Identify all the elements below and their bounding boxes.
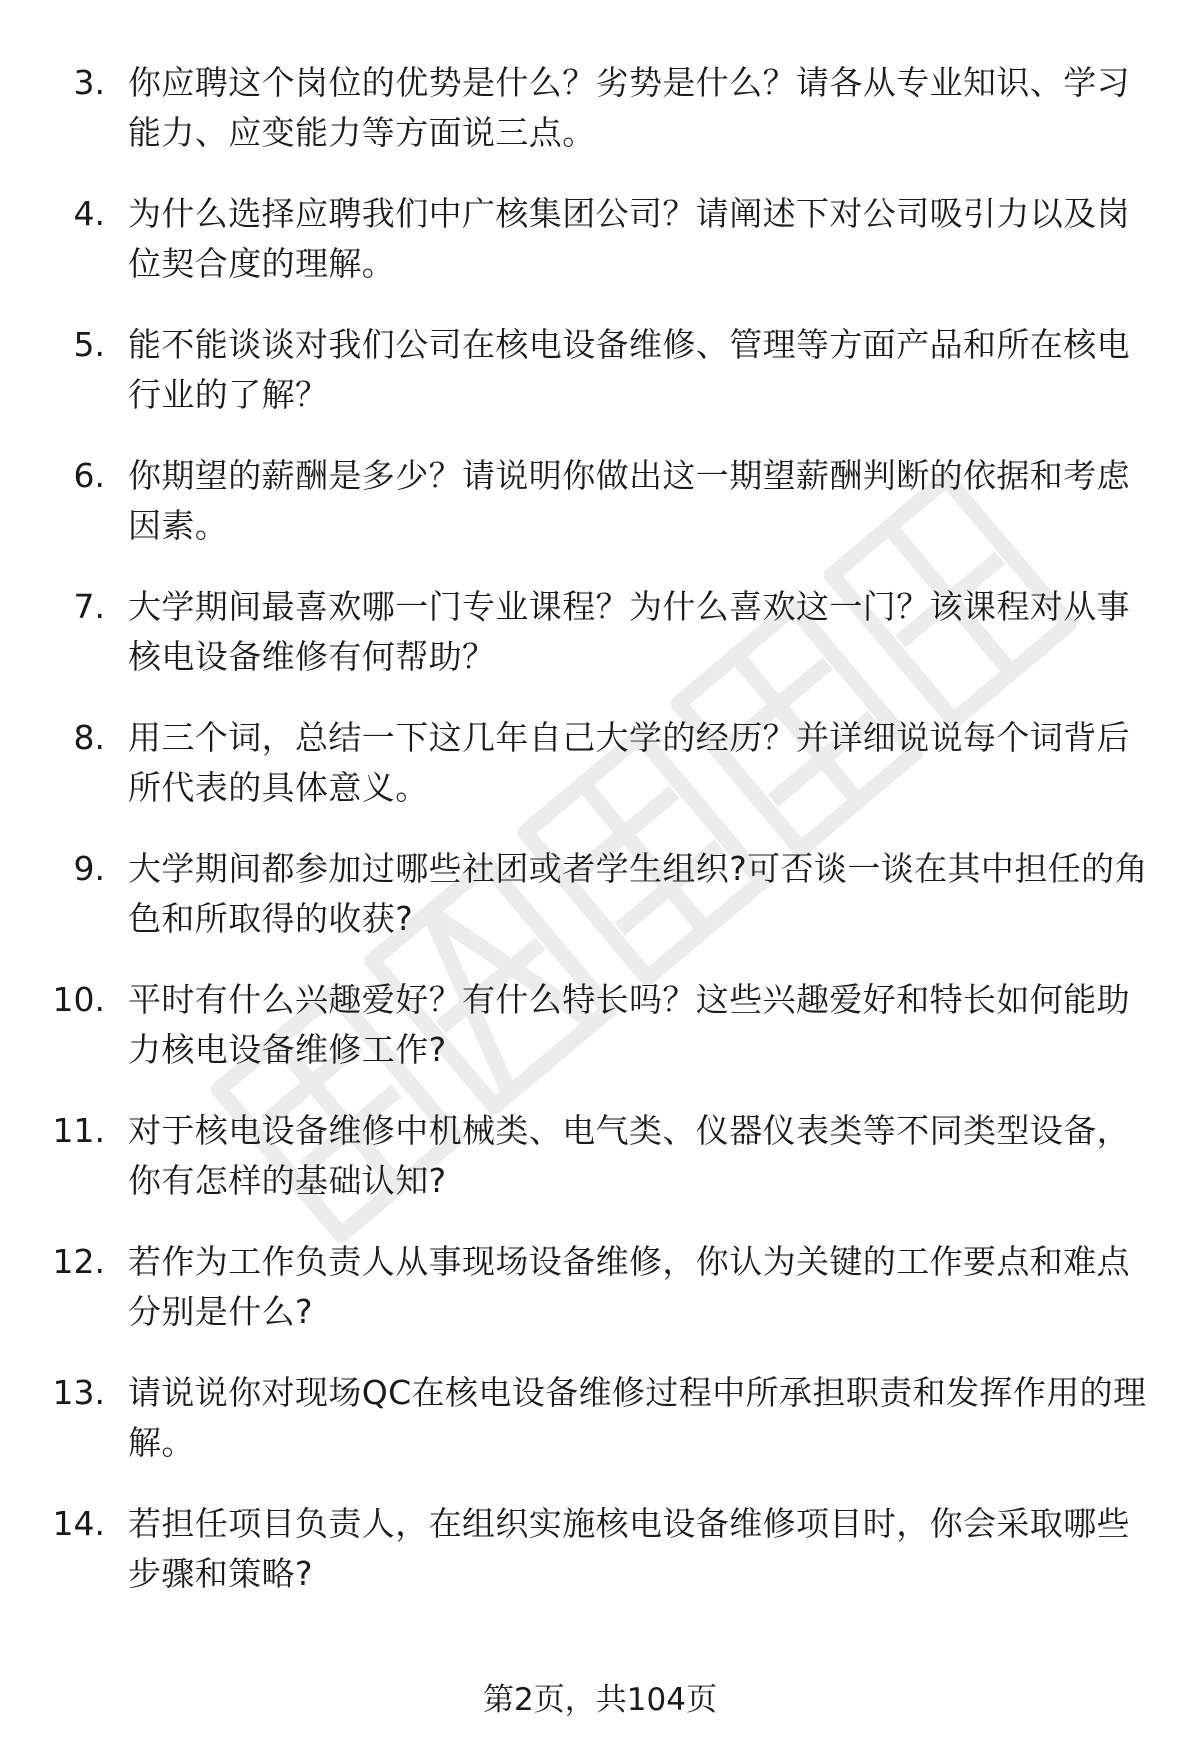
question-number: 10. xyxy=(52,980,105,1019)
question-item xyxy=(0,844,1200,975)
question-item xyxy=(0,189,1200,320)
question-text: 平时有什么兴趣爱好？有什么特长吗？这些兴趣爱好和特长如何能助力核电设备维修工作? xyxy=(128,980,1130,1069)
question-item xyxy=(0,451,1200,582)
question-text: 对于核电设备维修中机械类、电气类、仪器仪表类等不同类型设备，你有怎样的基础认知? xyxy=(128,1111,1130,1200)
question-number: 3. xyxy=(73,63,105,102)
question-item xyxy=(0,582,1200,713)
question-number: 4. xyxy=(73,194,105,233)
question-text: 你应聘这个岗位的优势是什么？劣势是什么？请各从专业知识、学习能力、应变能力等方面说三点。 xyxy=(128,63,1130,152)
question-text: 大学期间都参加过哪些社团或者学生组织?可否谈一谈在其中担任的角色和所取得的收获? xyxy=(128,849,1148,938)
question-number: 9. xyxy=(73,849,105,888)
question-text: 你期望的薪酬是多少？请说明你做出这一期望薪酬判断的依据和考虑因素。 xyxy=(128,456,1130,545)
question-number: 12. xyxy=(52,1242,105,1281)
question-text: 若担任项目负责人，在组织实施核电设备维修项目时，你会采取哪些步骤和策略? xyxy=(128,1504,1130,1593)
question-text: 若作为工作负责人从事现场设备维修，你认为关键的工作要点和难点分别是什么? xyxy=(128,1242,1130,1331)
question-item xyxy=(0,1237,1200,1368)
question-text: 请说说你对现场QC在核电设备维修过程中所承担职责和发挥作用的理解。 xyxy=(128,1373,1147,1462)
question-item xyxy=(0,975,1200,1106)
question-list xyxy=(0,58,1200,1630)
question-text: 能不能谈谈对我们公司在核电设备维修、管理等方面产品和所在核电行业的了解？ xyxy=(128,325,1130,414)
question-item xyxy=(0,1106,1200,1237)
question-item xyxy=(0,58,1200,189)
question-number: 11. xyxy=(52,1111,105,1150)
question-text: 大学期间最喜欢哪一门专业课程？为什么喜欢这一门？该课程对从事核电设备维修有何帮助？ xyxy=(128,587,1130,676)
question-item xyxy=(0,713,1200,844)
page-footer: 第2页，共104页 xyxy=(483,1682,717,1718)
question-text: 用三个词，总结一下这几年自己大学的经历？并详细说说每个词背后所代表的具体意义。 xyxy=(128,718,1130,807)
question-item xyxy=(0,320,1200,451)
question-number: 7. xyxy=(73,587,105,626)
question-number: 6. xyxy=(73,456,105,495)
question-number: 13. xyxy=(52,1373,105,1412)
question-item xyxy=(0,1368,1200,1499)
question-number: 8. xyxy=(73,718,105,757)
question-number: 14. xyxy=(52,1504,105,1543)
question-text: 为什么选择应聘我们中广核集团公司？请阐述下对公司吸引力以及岗位契合度的理解。 xyxy=(128,194,1130,283)
question-item xyxy=(0,1499,1200,1630)
question-number: 5. xyxy=(73,325,105,364)
